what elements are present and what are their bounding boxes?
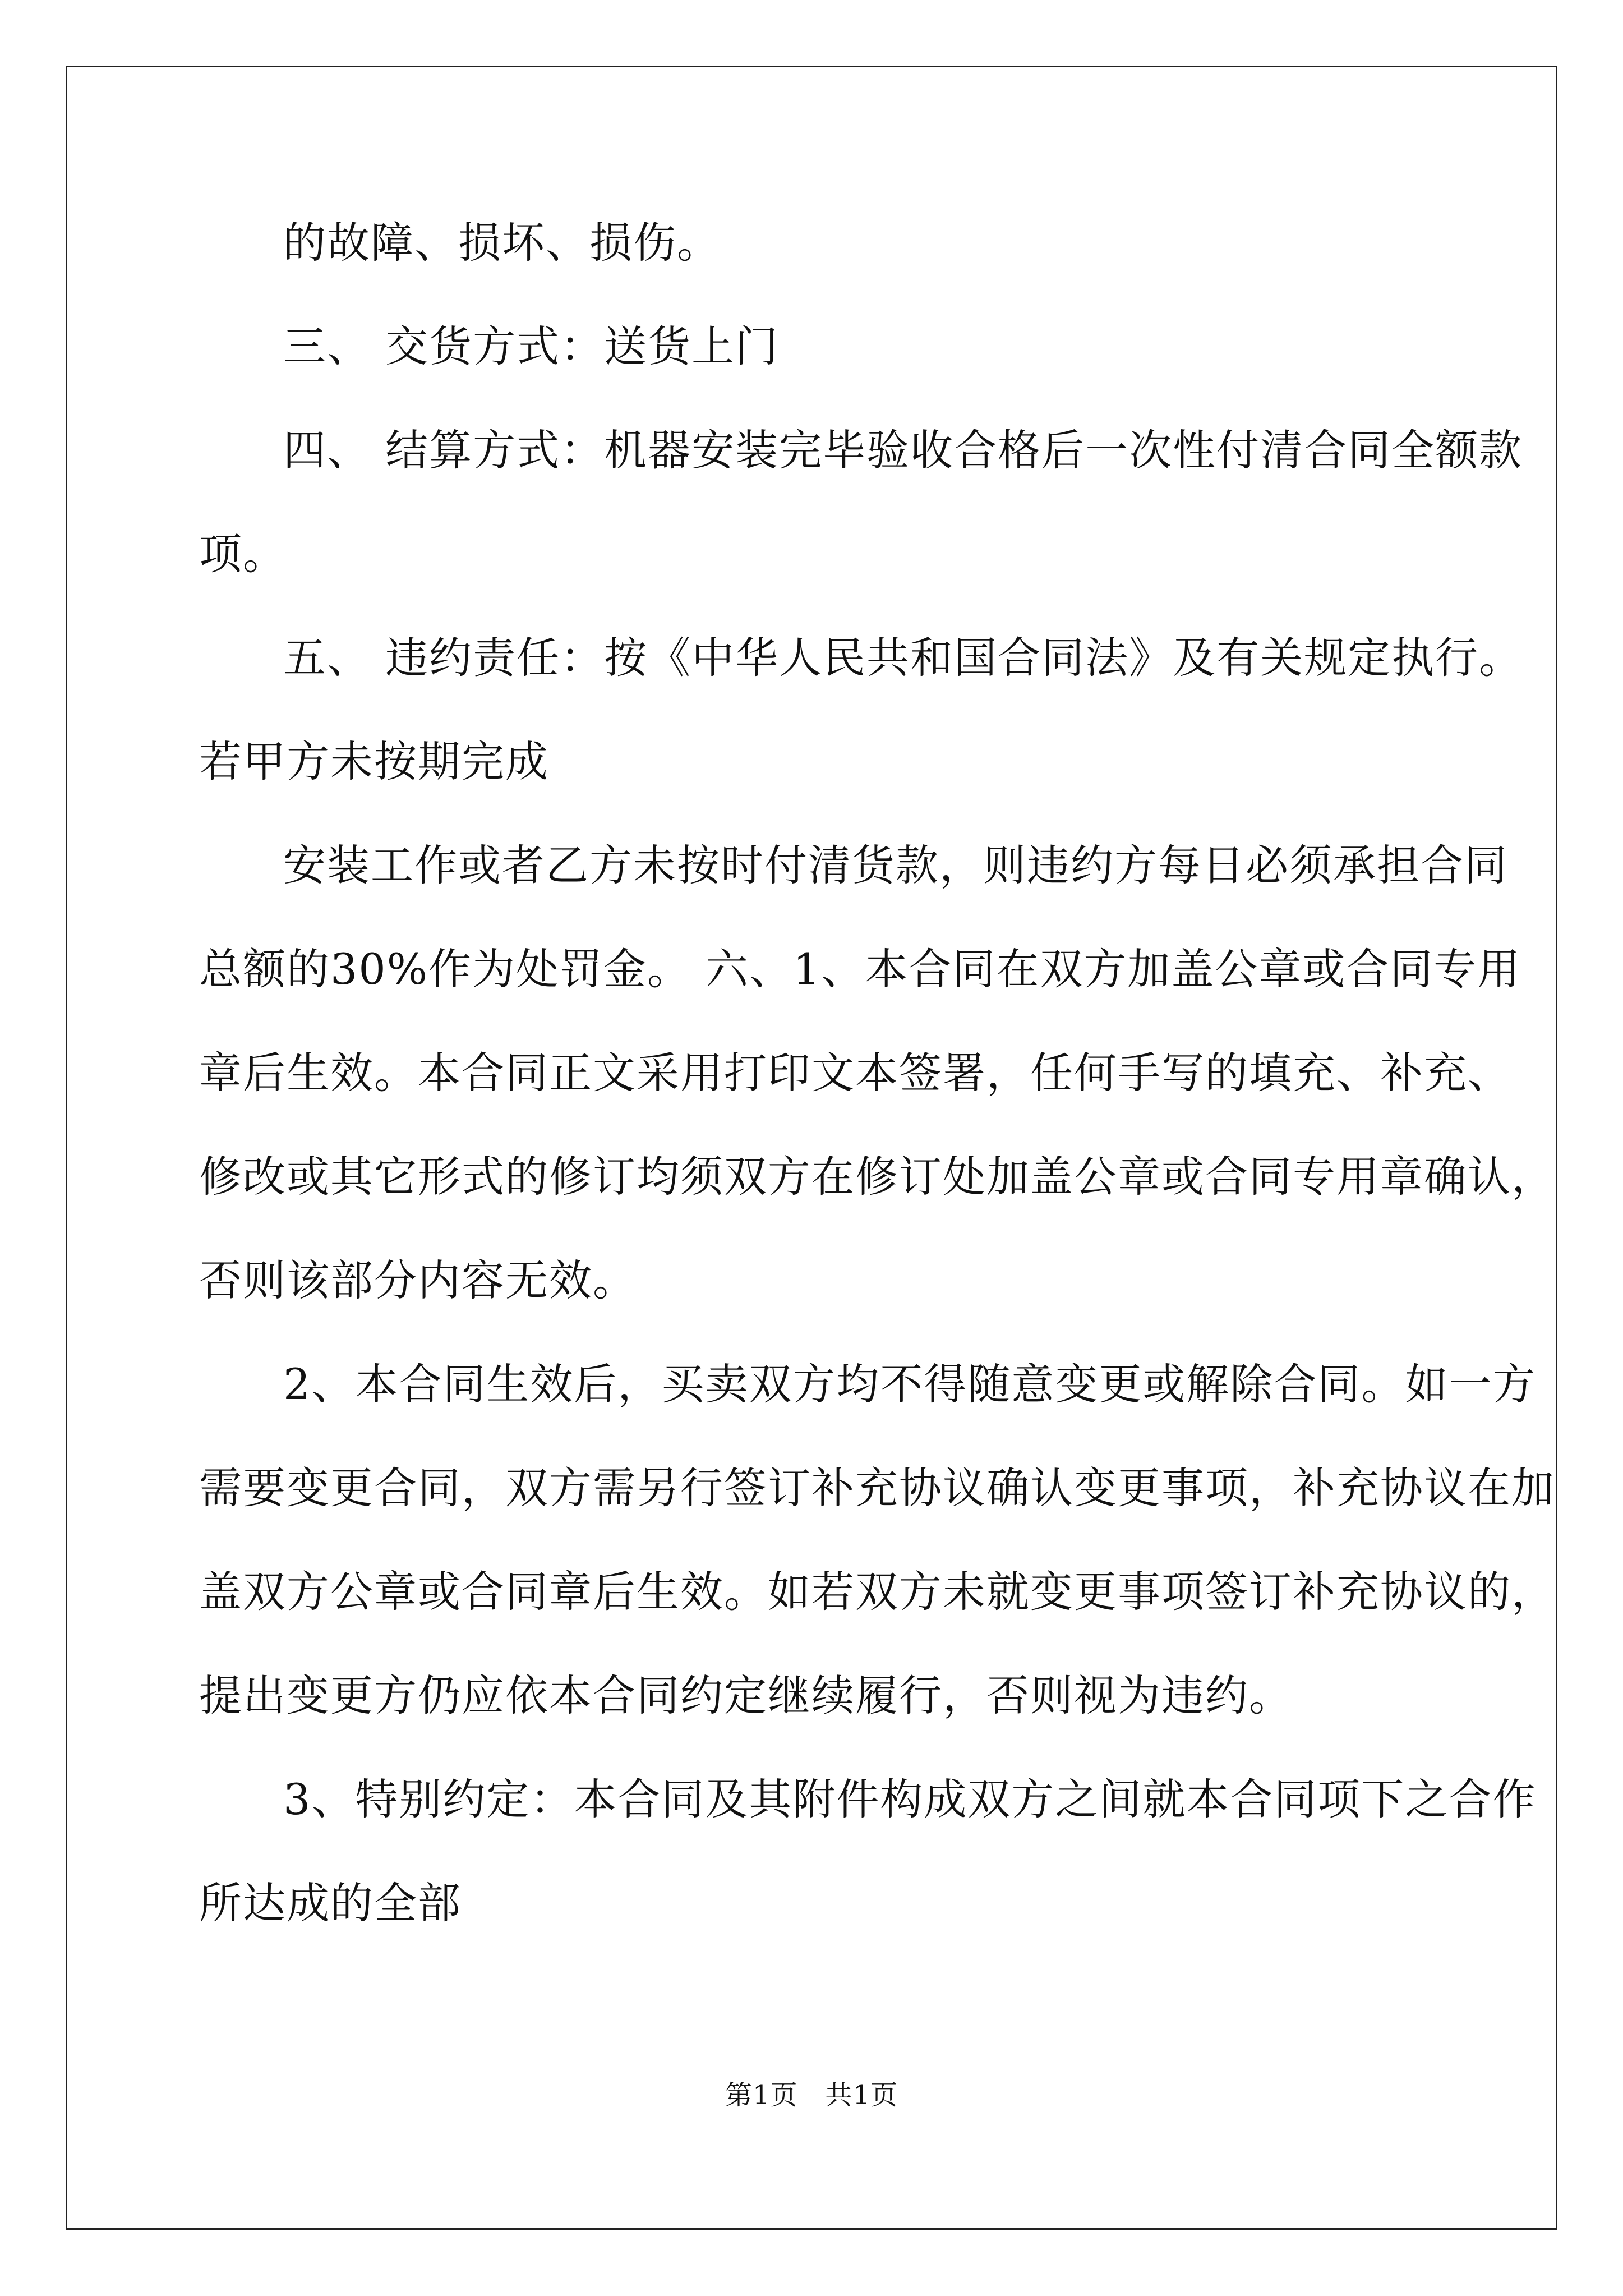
text-line: 3、特别约定：本合同及其附件构成双方之间就本合同项下之合作 <box>283 1774 1537 1824</box>
text-line: 否则该部分内容无效。 <box>199 1255 637 1305</box>
text-line: 盖双方公章或合同章后生效。如若双方未就变更事项签订补充协议的， <box>199 1567 1555 1617</box>
text-line: 2、本合同生效后，买卖双方均不得随意变更或解除合同。如一方 <box>283 1359 1537 1409</box>
text-line: 修改或其它形式的修订均须双方在修订处加盖公章或合同专用章确认， <box>199 1152 1555 1202</box>
text-line: 三、 交货方式：送货上门 <box>283 321 780 371</box>
text-line: 提出变更方仍应依本合同约定继续履行，否则视为违约。 <box>199 1671 1293 1720</box>
text-line: 总额的30%作为处罚金。 六、1、本合同在双方加盖公章或合同专用 <box>199 944 1521 994</box>
text-line: 安装工作或者乙方未按时付清货款，则违约方每日必须承担合同 <box>283 840 1508 890</box>
text-line: 若甲方未按期完成 <box>199 737 549 786</box>
text-line: 需要变更合同，双方需另行签订补充协议确认变更事项，补充协议在加 <box>199 1463 1555 1513</box>
text-line: 五、 违约责任：按《中华人民共和国合同法》及有关规定执行。 <box>283 633 1523 683</box>
text-line: 四、 结算方式：机器安装完毕验收合格后一次性付清合同全额款 <box>283 425 1523 475</box>
page-number-footer: 第1页 共1页 <box>725 2079 898 2111</box>
document-body <box>199 191 1555 1955</box>
text-line: 的故障、损坏、损伤。 <box>283 218 721 268</box>
text-line: 所达成的全部 <box>199 1878 462 1928</box>
text-line: 章后生效。本合同正文采用打印文本签署，任何手写的填充、补充、 <box>199 1048 1511 1098</box>
text-line: 项。 <box>199 529 287 579</box>
